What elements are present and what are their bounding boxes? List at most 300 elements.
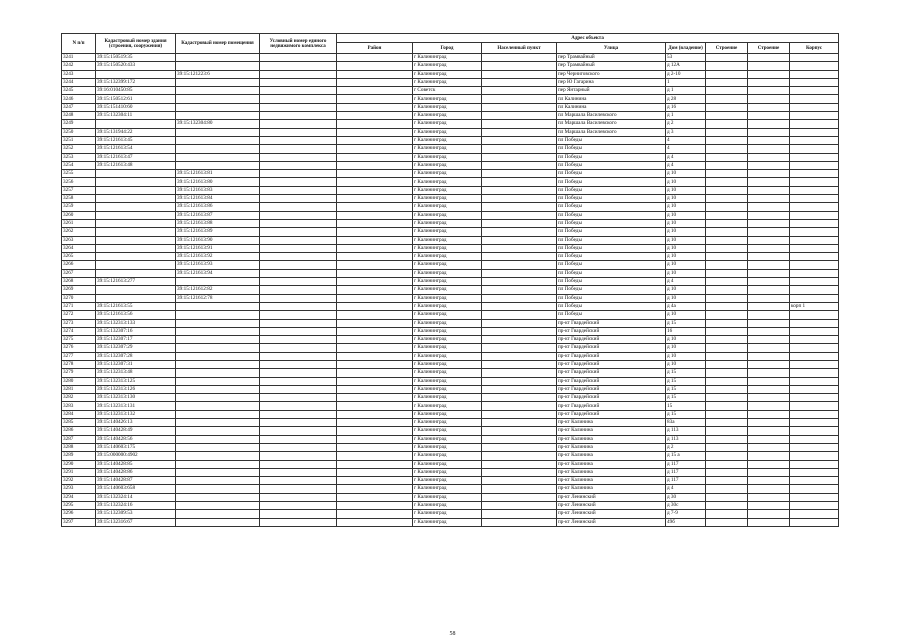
cell-building xyxy=(748,211,790,219)
cell-unique-num xyxy=(260,95,337,103)
cell-settlement xyxy=(482,369,557,377)
table-row xyxy=(62,319,839,327)
cell-street: пр-кт Ленинский xyxy=(557,502,666,510)
cell-house: 49б xyxy=(666,518,706,526)
cell-unique-num xyxy=(260,236,337,244)
cell-num: 3281 xyxy=(62,385,96,393)
cell-street: пл Победы xyxy=(557,269,666,277)
cell-building xyxy=(748,286,790,294)
cell-korpus xyxy=(790,502,839,510)
cell-building xyxy=(748,170,790,178)
table-row xyxy=(62,128,839,136)
cell-unique-num xyxy=(260,452,337,460)
cell-settlement xyxy=(482,493,557,501)
cell-cad-room: 39:15:121613:87 xyxy=(176,211,260,219)
cell-cad-room xyxy=(176,452,260,460)
cell-city: г Калининград xyxy=(413,427,482,435)
cell-structure xyxy=(706,443,748,451)
cell-street: пл Маршала Василевского xyxy=(557,120,666,128)
cell-cad-building: 39:15:140428:86 xyxy=(96,468,176,476)
cell-cad-room xyxy=(176,319,260,327)
cell-city: г Калининград xyxy=(413,468,482,476)
cell-korpus xyxy=(790,493,839,501)
cell-house: д 15 а xyxy=(666,452,706,460)
cell-settlement xyxy=(482,170,557,178)
table-row xyxy=(62,78,839,86)
cell-cad-building: 39:15:132307:29 xyxy=(96,344,176,352)
cell-building xyxy=(748,103,790,111)
cell-street: пл Победы xyxy=(557,153,666,161)
cell-house: д 10 xyxy=(666,344,706,352)
cell-house: д 12А xyxy=(666,62,706,70)
cell-building xyxy=(748,369,790,377)
table-row xyxy=(62,136,839,144)
cell-unique-num xyxy=(260,228,337,236)
cell-city: г Калининград xyxy=(413,170,482,178)
cell-structure xyxy=(706,136,748,144)
cell-city: г Калининград xyxy=(413,419,482,427)
cell-settlement xyxy=(482,435,557,443)
cell-house: 53 xyxy=(666,54,706,62)
cell-building xyxy=(748,62,790,70)
cell-korpus xyxy=(790,510,839,518)
cell-unique-num xyxy=(260,468,337,476)
cell-building xyxy=(748,402,790,410)
cell-korpus xyxy=(790,344,839,352)
cell-house: д 2-10 xyxy=(666,70,706,78)
table-row xyxy=(62,336,839,344)
cell-korpus xyxy=(790,394,839,402)
cell-city: г Калининград xyxy=(413,294,482,302)
cell-structure xyxy=(706,236,748,244)
cell-district xyxy=(337,452,413,460)
cell-city: г Калининград xyxy=(413,394,482,402)
table-row xyxy=(62,286,839,294)
cell-num: 3253 xyxy=(62,153,96,161)
cell-city: г Калининград xyxy=(413,203,482,211)
cell-num: 3249 xyxy=(62,120,96,128)
cell-structure xyxy=(706,95,748,103)
table-row xyxy=(62,311,839,319)
cell-cad-building xyxy=(96,170,176,178)
cell-korpus xyxy=(790,219,839,227)
cell-street: пр-кт Гвардейский xyxy=(557,336,666,344)
cell-city: г Калининград xyxy=(413,286,482,294)
cell-korpus xyxy=(790,352,839,360)
table-row xyxy=(62,394,839,402)
cell-district xyxy=(337,302,413,310)
cell-street: пл Маршала Василевского xyxy=(557,112,666,120)
cell-city: г Калининград xyxy=(413,228,482,236)
table-row xyxy=(62,278,839,286)
cell-cad-room xyxy=(176,344,260,352)
cell-cad-building xyxy=(96,186,176,194)
cell-house: д 2 xyxy=(666,120,706,128)
cell-settlement xyxy=(482,145,557,153)
cell-house: д 15 xyxy=(666,410,706,418)
cell-district xyxy=(337,460,413,468)
cell-cad-room xyxy=(176,136,260,144)
cell-unique-num xyxy=(260,253,337,261)
cell-korpus xyxy=(790,286,839,294)
cell-settlement xyxy=(482,286,557,294)
cell-num: 3293 xyxy=(62,485,96,493)
cell-house: д 10 xyxy=(666,228,706,236)
table-row xyxy=(62,195,839,203)
cell-korpus xyxy=(790,269,839,277)
cell-city: г Калининград xyxy=(413,477,482,485)
cell-building xyxy=(748,327,790,335)
cell-city: г Калининград xyxy=(413,128,482,136)
cell-structure xyxy=(706,394,748,402)
cell-settlement xyxy=(482,54,557,62)
cell-unique-num xyxy=(260,103,337,111)
cell-num: 3255 xyxy=(62,170,96,178)
cell-district xyxy=(337,87,413,95)
cell-unique-num xyxy=(260,302,337,310)
cell-house: д 1 xyxy=(666,87,706,95)
cell-structure xyxy=(706,244,748,252)
cell-settlement xyxy=(482,485,557,493)
cell-settlement xyxy=(482,186,557,194)
cell-structure xyxy=(706,219,748,227)
cell-korpus xyxy=(790,261,839,269)
cell-cad-building: 39:15:140428:56 xyxy=(96,435,176,443)
cell-settlement xyxy=(482,153,557,161)
cell-cad-building: 39:15:140428:87 xyxy=(96,477,176,485)
table-row xyxy=(62,95,839,103)
table-row xyxy=(62,302,839,310)
cell-settlement xyxy=(482,244,557,252)
cell-structure xyxy=(706,410,748,418)
cell-unique-num xyxy=(260,286,337,294)
cell-settlement xyxy=(482,311,557,319)
cell-house: 15 xyxy=(666,402,706,410)
cell-korpus xyxy=(790,377,839,385)
cell-district xyxy=(337,493,413,501)
cell-num: 3277 xyxy=(62,352,96,360)
cell-cad-building xyxy=(96,228,176,236)
cell-cad-building: 39:15:140428:85 xyxy=(96,460,176,468)
cell-unique-num xyxy=(260,493,337,501)
cell-korpus xyxy=(790,136,839,144)
cell-unique-num xyxy=(260,195,337,203)
cell-structure xyxy=(706,510,748,518)
cell-num: 3273 xyxy=(62,319,96,327)
cell-city: г Калининград xyxy=(413,493,482,501)
cell-building xyxy=(748,203,790,211)
cell-num: 3292 xyxy=(62,477,96,485)
cell-street: пл Победы xyxy=(557,161,666,169)
cell-unique-num xyxy=(260,360,337,368)
header-street: Улица xyxy=(557,43,666,54)
table-row xyxy=(62,518,839,526)
cell-unique-num xyxy=(260,518,337,526)
cell-num: 3252 xyxy=(62,145,96,153)
cell-city: г Калининград xyxy=(413,195,482,203)
cell-street: пл Победы xyxy=(557,294,666,302)
cell-cad-room xyxy=(176,145,260,153)
cell-cad-building xyxy=(96,269,176,277)
cell-house: д 10 xyxy=(666,236,706,244)
cell-settlement xyxy=(482,502,557,510)
cell-korpus xyxy=(790,54,839,62)
cell-cad-building xyxy=(96,294,176,302)
cell-cad-building: 39:15:132313:48 xyxy=(96,369,176,377)
cell-cad-room: 39:15:121613:92 xyxy=(176,253,260,261)
cell-num: 3241 xyxy=(62,54,96,62)
cell-settlement xyxy=(482,468,557,476)
cell-building xyxy=(748,244,790,252)
cell-structure xyxy=(706,170,748,178)
cell-korpus xyxy=(790,128,839,136)
cell-korpus xyxy=(790,120,839,128)
cell-house: д 10 xyxy=(666,203,706,211)
cell-building xyxy=(748,344,790,352)
cell-structure xyxy=(706,186,748,194)
cell-house: 1 xyxy=(666,78,706,86)
cell-num: 3251 xyxy=(62,136,96,144)
cell-settlement xyxy=(482,419,557,427)
cell-building xyxy=(748,510,790,518)
cell-building xyxy=(748,427,790,435)
cell-house: д 4 xyxy=(666,161,706,169)
cell-cad-building: 39:15:132307:28 xyxy=(96,352,176,360)
cell-street: пр-кт Гвардейский xyxy=(557,360,666,368)
cell-structure xyxy=(706,485,748,493)
cell-district xyxy=(337,161,413,169)
cell-district xyxy=(337,78,413,86)
cell-cad-room: 39:15:121613:90 xyxy=(176,236,260,244)
cell-street: пр-кт Калинина xyxy=(557,460,666,468)
cell-cad-building: 39:15:132304:11 xyxy=(96,112,176,120)
cell-structure xyxy=(706,302,748,310)
cell-num: 3284 xyxy=(62,410,96,418)
cell-district xyxy=(337,336,413,344)
cell-num: 3248 xyxy=(62,112,96,120)
table-row xyxy=(62,352,839,360)
cell-city: г Советск xyxy=(413,87,482,95)
cell-cad-room xyxy=(176,394,260,402)
cell-city: г Калининград xyxy=(413,136,482,144)
cell-unique-num xyxy=(260,178,337,186)
cell-street: пл Победы xyxy=(557,136,666,144)
header-building: Строение xyxy=(748,43,790,54)
cell-settlement xyxy=(482,460,557,468)
cell-settlement xyxy=(482,360,557,368)
cell-city: г Калининград xyxy=(413,327,482,335)
header-unique-num: Условный номер единого недвижимого комплекса xyxy=(260,34,337,54)
cell-district xyxy=(337,203,413,211)
table-row xyxy=(62,236,839,244)
cell-cad-building: 39:15:132316:67 xyxy=(96,518,176,526)
cell-num: 3271 xyxy=(62,302,96,310)
cell-cad-building: 39:15:132313:131 xyxy=(96,402,176,410)
cell-settlement xyxy=(482,136,557,144)
cell-building xyxy=(748,385,790,393)
cell-city: г Калининград xyxy=(413,518,482,526)
table-row xyxy=(62,87,839,95)
cell-street: пр-кт Калинина xyxy=(557,452,666,460)
cell-unique-num xyxy=(260,153,337,161)
cell-unique-num xyxy=(260,269,337,277)
cell-city: г Калининград xyxy=(413,103,482,111)
cell-building xyxy=(748,186,790,194)
cell-cad-room xyxy=(176,427,260,435)
table-row xyxy=(62,145,839,153)
cell-street: пл Маршала Василевского xyxy=(557,128,666,136)
cell-cad-room: 39:15:121223:6 xyxy=(176,70,260,78)
cell-num: 3263 xyxy=(62,236,96,244)
cell-num: 3269 xyxy=(62,286,96,294)
cell-building xyxy=(748,493,790,501)
cell-cad-building: 39:15:132313:130 xyxy=(96,394,176,402)
cell-structure xyxy=(706,203,748,211)
cell-city: г Калининград xyxy=(413,253,482,261)
table-row xyxy=(62,261,839,269)
cell-unique-num xyxy=(260,510,337,518)
cell-num: 3278 xyxy=(62,360,96,368)
cell-house: д 7-9 xyxy=(666,510,706,518)
cell-korpus xyxy=(790,244,839,252)
table-row xyxy=(62,327,839,335)
cell-cad-building: 39:15:121613:47 xyxy=(96,153,176,161)
cell-cad-building: 39:15:151410:60 xyxy=(96,103,176,111)
cell-city: г Калининград xyxy=(413,62,482,70)
header-district: Район xyxy=(337,43,413,54)
cell-street: пр-кт Ленинский xyxy=(557,518,666,526)
cell-structure xyxy=(706,103,748,111)
cell-cad-room: 39:15:121613:89 xyxy=(176,228,260,236)
cell-structure xyxy=(706,477,748,485)
cell-street: пер Черниговского xyxy=(557,70,666,78)
cell-korpus xyxy=(790,70,839,78)
cell-house: 16 xyxy=(666,327,706,335)
cell-cad-room xyxy=(176,352,260,360)
cell-cad-room xyxy=(176,443,260,451)
cell-district xyxy=(337,112,413,120)
cell-korpus xyxy=(790,228,839,236)
cell-street: пр-кт Ленинский xyxy=(557,510,666,518)
cell-korpus xyxy=(790,153,839,161)
cell-korpus xyxy=(790,112,839,120)
cell-cad-room xyxy=(176,87,260,95)
cell-unique-num xyxy=(260,244,337,252)
cell-structure xyxy=(706,502,748,510)
cell-building xyxy=(748,460,790,468)
cell-settlement xyxy=(482,443,557,451)
cell-structure xyxy=(706,161,748,169)
cell-street: пл Победы xyxy=(557,195,666,203)
table-row xyxy=(62,211,839,219)
cell-cad-building: 39:15:132307:16 xyxy=(96,327,176,335)
cell-num: 3244 xyxy=(62,78,96,86)
cell-num: 3250 xyxy=(62,128,96,136)
cell-street: пл Победы xyxy=(557,203,666,211)
table-row xyxy=(62,294,839,302)
cell-cad-building: 39:15:132324:14 xyxy=(96,493,176,501)
cell-district xyxy=(337,360,413,368)
cell-num: 3270 xyxy=(62,294,96,302)
cell-unique-num xyxy=(260,170,337,178)
cell-house: д 10 xyxy=(666,269,706,277)
cell-unique-num xyxy=(260,319,337,327)
cell-unique-num xyxy=(260,128,337,136)
cell-house: д 15 xyxy=(666,377,706,385)
cell-settlement xyxy=(482,319,557,327)
cell-street: пр-кт Калинина xyxy=(557,485,666,493)
cell-street: пл Победы xyxy=(557,186,666,194)
cell-house: д 10 xyxy=(666,186,706,194)
table-row xyxy=(62,54,839,62)
cell-korpus xyxy=(790,402,839,410)
cell-settlement xyxy=(482,261,557,269)
cell-settlement xyxy=(482,203,557,211)
cell-settlement xyxy=(482,452,557,460)
cell-house: д 113 xyxy=(666,427,706,435)
cell-korpus xyxy=(790,419,839,427)
cell-unique-num xyxy=(260,385,337,393)
cell-unique-num xyxy=(260,460,337,468)
cell-building xyxy=(748,153,790,161)
cell-unique-num xyxy=(260,62,337,70)
cell-unique-num xyxy=(260,261,337,269)
table-row xyxy=(62,253,839,261)
table-row xyxy=(62,269,839,277)
cell-street: пр-кт Калинина xyxy=(557,468,666,476)
cell-structure xyxy=(706,377,748,385)
cell-street: пл Победы xyxy=(557,145,666,153)
cell-unique-num xyxy=(260,369,337,377)
cell-korpus: корп 1 xyxy=(790,302,839,310)
cell-street: пер Янтарный xyxy=(557,87,666,95)
header-cad-room: Кадастровый номер помещения xyxy=(176,34,260,54)
table-row xyxy=(62,402,839,410)
cell-cad-room xyxy=(176,419,260,427)
cell-district xyxy=(337,319,413,327)
cell-city: г Калининград xyxy=(413,336,482,344)
cell-unique-num xyxy=(260,278,337,286)
cell-korpus xyxy=(790,62,839,70)
cell-unique-num xyxy=(260,294,337,302)
cell-settlement xyxy=(482,236,557,244)
cell-house: д 10 xyxy=(666,211,706,219)
cell-cad-room xyxy=(176,128,260,136)
cell-cad-building: 39:15:140603:175 xyxy=(96,443,176,451)
cell-korpus xyxy=(790,369,839,377)
cell-num: 3287 xyxy=(62,435,96,443)
cell-street: пр-кт Ленинский xyxy=(557,493,666,501)
cell-district xyxy=(337,261,413,269)
cell-district xyxy=(337,419,413,427)
cell-district xyxy=(337,211,413,219)
cell-cad-building: 39:15:150520:433 xyxy=(96,62,176,70)
cell-building xyxy=(748,70,790,78)
cell-cad-building: 39:15:150512:61 xyxy=(96,95,176,103)
cell-settlement xyxy=(482,120,557,128)
cell-settlement xyxy=(482,112,557,120)
cell-cad-building: 39:15:132313:126 xyxy=(96,385,176,393)
cell-district xyxy=(337,327,413,335)
cell-city: г Калининград xyxy=(413,344,482,352)
cell-num: 3272 xyxy=(62,311,96,319)
table-row xyxy=(62,203,839,211)
cell-structure xyxy=(706,178,748,186)
cell-district xyxy=(337,352,413,360)
cell-num: 3283 xyxy=(62,402,96,410)
cell-structure xyxy=(706,336,748,344)
cell-district xyxy=(337,344,413,352)
